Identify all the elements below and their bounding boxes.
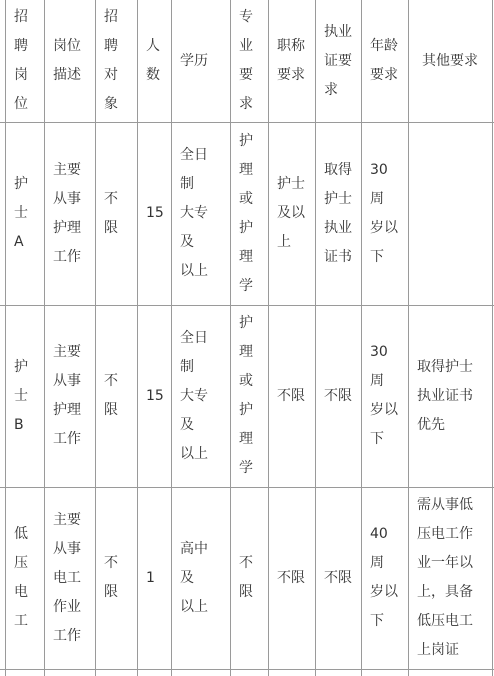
header-education: 学历 bbox=[180, 52, 208, 69]
row2-position: 护 士B bbox=[14, 358, 28, 433]
row3-description: 主要 从事 电工 作业 工作 bbox=[53, 511, 81, 644]
header-description: 岗位 描述 bbox=[53, 38, 81, 83]
row3-count: 1 bbox=[146, 569, 155, 586]
row1-education: 全日制 大专及 以上 bbox=[180, 147, 208, 279]
row1-count: 15 bbox=[146, 205, 164, 221]
row3-license: 不限 bbox=[324, 569, 352, 586]
row1-description: 主要 从事 护理 工作 bbox=[53, 161, 81, 265]
row2-license: 不限 bbox=[324, 387, 352, 404]
row2-title: 不限 bbox=[277, 387, 305, 404]
row2-age: 30周 岁以 下 bbox=[370, 344, 398, 447]
header-other: 其他要求 bbox=[422, 52, 478, 69]
header-license: 执业 证要 求 bbox=[324, 23, 352, 98]
header-target: 招 聘 对 象 bbox=[104, 9, 118, 112]
row3-target: 不 限 bbox=[104, 555, 118, 600]
row1-license: 取得 护士 执业 证书 bbox=[324, 161, 352, 265]
row3-title: 不限 bbox=[277, 569, 305, 586]
row1-age: 30周 岁以 下 bbox=[370, 161, 398, 265]
row1-title: 护士 及以 上 bbox=[277, 176, 305, 250]
row2-other: 取得护士 执业证书 优先 bbox=[417, 358, 473, 433]
row1-major: 护 理 或 护 理 学 bbox=[239, 132, 253, 294]
row2-target: 不 限 bbox=[104, 373, 118, 418]
header-position: 招 聘 岗 位 bbox=[14, 9, 28, 112]
row1-other bbox=[408, 122, 492, 305]
header-count: 人 数 bbox=[146, 38, 160, 83]
header-title: 职称 要求 bbox=[277, 38, 305, 83]
header-major: 专 业 要 求 bbox=[239, 9, 253, 112]
row3-age: 40周 岁以 下 bbox=[370, 526, 398, 629]
row3-other: 需从事低 压电工作 业一年以 上，具备 低压电工 上岗证 bbox=[417, 497, 473, 658]
row2-major: 护 理 或 护 理 学 bbox=[239, 315, 253, 476]
row2-count: 15 bbox=[146, 387, 164, 404]
row3-position: 低 压 电 工 bbox=[14, 526, 28, 629]
row2-education: 全日制 大专及 以上 bbox=[180, 329, 208, 462]
grid-line bbox=[0, 669, 494, 670]
grid-line bbox=[492, 0, 493, 676]
row1-target: 不 限 bbox=[104, 190, 118, 236]
row3-major: 不 限 bbox=[239, 555, 253, 600]
row2-description: 主要 从事 护理 工作 bbox=[53, 344, 81, 447]
row3-education: 高中及 以上 bbox=[180, 540, 208, 615]
header-age: 年龄 要求 bbox=[370, 38, 398, 83]
row1-position: 护 士A bbox=[14, 176, 28, 250]
